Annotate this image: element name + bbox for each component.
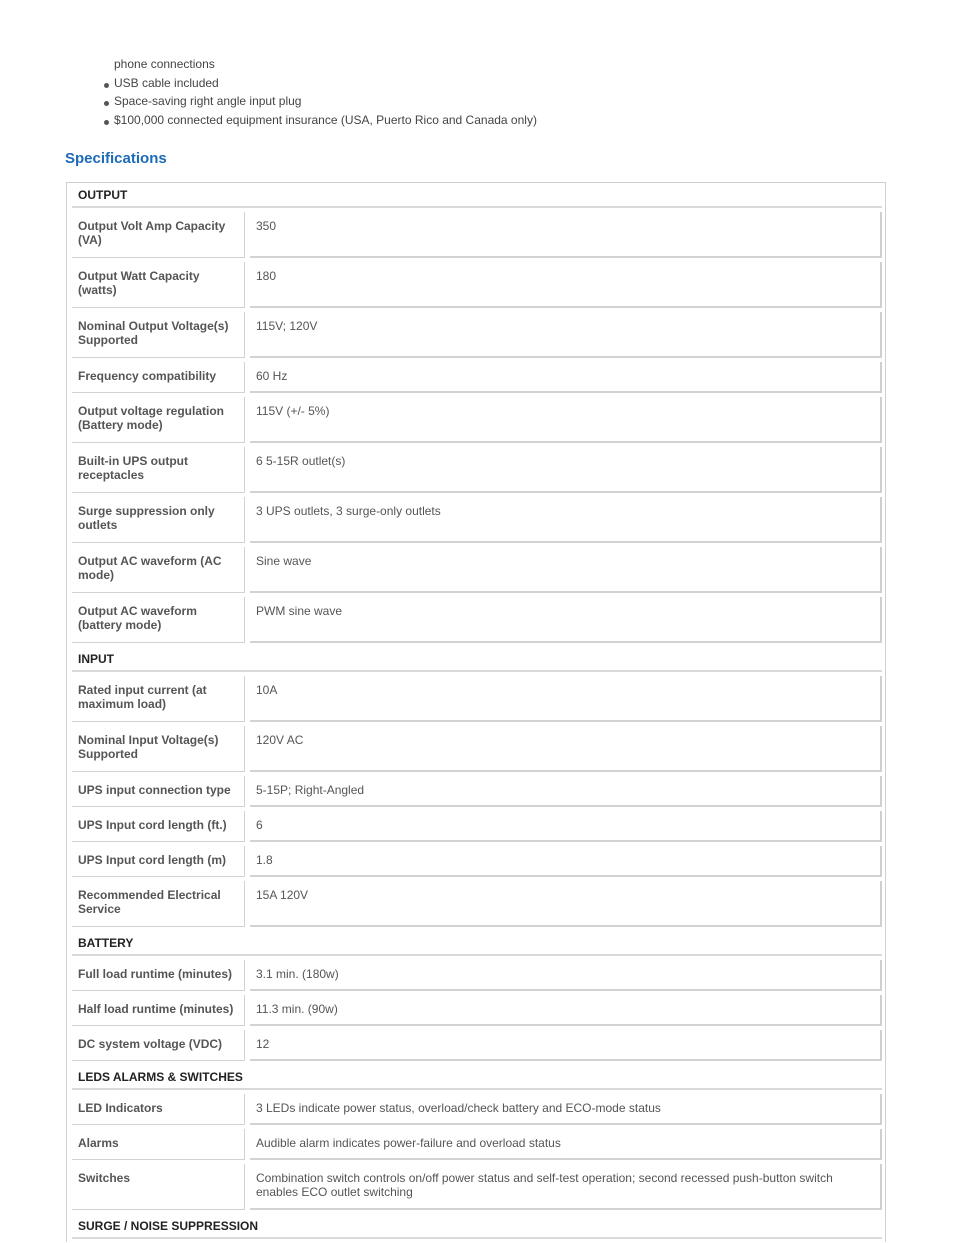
spec-label: Half load runtime (minutes): [72, 995, 245, 1026]
spec-label: Nominal Output Voltage(s) Supported: [72, 312, 245, 358]
section-title: OUTPUT: [72, 183, 882, 208]
spec-value: Combination switch controls on/off power status and self-test operation; second recessed push-button switch enables ECO outlet switching: [250, 1164, 882, 1210]
table-row: [72, 960, 882, 991]
spec-value: 3.1 min. (180w): [250, 960, 882, 991]
list-item: USB cable included: [103, 75, 537, 94]
table-row: [72, 1094, 882, 1125]
spec-label: Surge suppression only outlets: [72, 497, 245, 543]
spec-label: Built-in UPS output receptacles: [72, 447, 245, 493]
table-row: [72, 811, 882, 842]
table-row: [72, 676, 882, 722]
spec-value: 115V (+/- 5%): [250, 397, 882, 443]
table-row: [72, 995, 882, 1026]
section-header-row: [72, 1214, 882, 1239]
spec-value: 12: [250, 1030, 882, 1061]
specifications-heading: Specifications: [65, 150, 167, 167]
spec-label: Frequency compatibility: [72, 362, 245, 393]
section-header-row: [72, 1065, 882, 1090]
table-row: [72, 397, 882, 443]
table-row: [72, 312, 882, 358]
spec-value: 115V; 120V: [250, 312, 882, 358]
table-row: [72, 362, 882, 393]
spec-label: Alarms: [72, 1129, 245, 1160]
spec-value: 5-15P; Right-Angled: [250, 776, 882, 807]
section-title: INPUT: [72, 647, 882, 672]
table-row: [72, 262, 882, 308]
spec-label: Output Watt Capacity (watts): [72, 262, 245, 308]
spec-value: 1.8: [250, 846, 882, 877]
feature-list: [103, 56, 537, 130]
table-row: [72, 776, 882, 807]
table-row: [72, 726, 882, 772]
spec-value: Audible alarm indicates power-failure and overload status: [250, 1129, 882, 1160]
spec-value: Sine wave: [250, 547, 882, 593]
section-header-row: [72, 183, 882, 208]
table-row: [72, 597, 882, 643]
table-row: [72, 497, 882, 543]
section-title: SURGE / NOISE SUPPRESSION: [72, 1214, 882, 1239]
spec-label: DC system voltage (VDC): [72, 1030, 245, 1061]
spec-value: 6 5-15R outlet(s): [250, 447, 882, 493]
spec-value: 350: [250, 212, 882, 258]
spec-label: Rated input current (at maximum load): [72, 676, 245, 722]
spec-label: Output AC waveform (AC mode): [72, 547, 245, 593]
spec-label: Output voltage regulation (Battery mode): [72, 397, 245, 443]
section-header-row: [72, 647, 882, 672]
spec-value: 3 LEDs indicate power status, overload/check battery and ECO-mode status: [250, 1094, 882, 1125]
spec-value: 60 Hz: [250, 362, 882, 393]
section-header-row: [72, 931, 882, 956]
spec-label: Recommended Electrical Service: [72, 881, 245, 927]
spec-label: UPS Input cord length (m): [72, 846, 245, 877]
table-row: [72, 1164, 882, 1210]
table-row: [72, 846, 882, 877]
table-row: [72, 1030, 882, 1061]
spec-label: UPS Input cord length (ft.): [72, 811, 245, 842]
list-item: $100,000 connected equipment insurance (USA, Puerto Rico and Canada only): [103, 112, 537, 131]
spec-label: Full load runtime (minutes): [72, 960, 245, 991]
list-item: Space-saving right angle input plug: [103, 93, 537, 112]
specifications-table: [72, 183, 882, 1243]
spec-value: PWM sine wave: [250, 597, 882, 643]
table-row: [72, 1129, 882, 1160]
section-title: LEDS ALARMS & SWITCHES: [72, 1065, 882, 1090]
table-row: [72, 547, 882, 593]
spec-value: 120V AC: [250, 726, 882, 772]
spec-value: 180: [250, 262, 882, 308]
spec-label: LED Indicators: [72, 1094, 245, 1125]
list-item: phone connections: [114, 57, 215, 71]
section-title: BATTERY: [72, 931, 882, 956]
spec-value: 11.3 min. (90w): [250, 995, 882, 1026]
spec-value: 3 UPS outlets, 3 surge-only outlets: [250, 497, 882, 543]
spec-label: Switches: [72, 1164, 245, 1210]
spec-label: Nominal Input Voltage(s) Supported: [72, 726, 245, 772]
spec-value: 6: [250, 811, 882, 842]
spec-label: UPS input connection type: [72, 776, 245, 807]
spec-value: 15A 120V: [250, 881, 882, 927]
table-row: [72, 881, 882, 927]
spec-label: Output Volt Amp Capacity (VA): [72, 212, 245, 258]
spec-label: Output AC waveform (battery mode): [72, 597, 245, 643]
table-row: [72, 212, 882, 258]
table-row: [72, 447, 882, 493]
spec-value: 10A: [250, 676, 882, 722]
